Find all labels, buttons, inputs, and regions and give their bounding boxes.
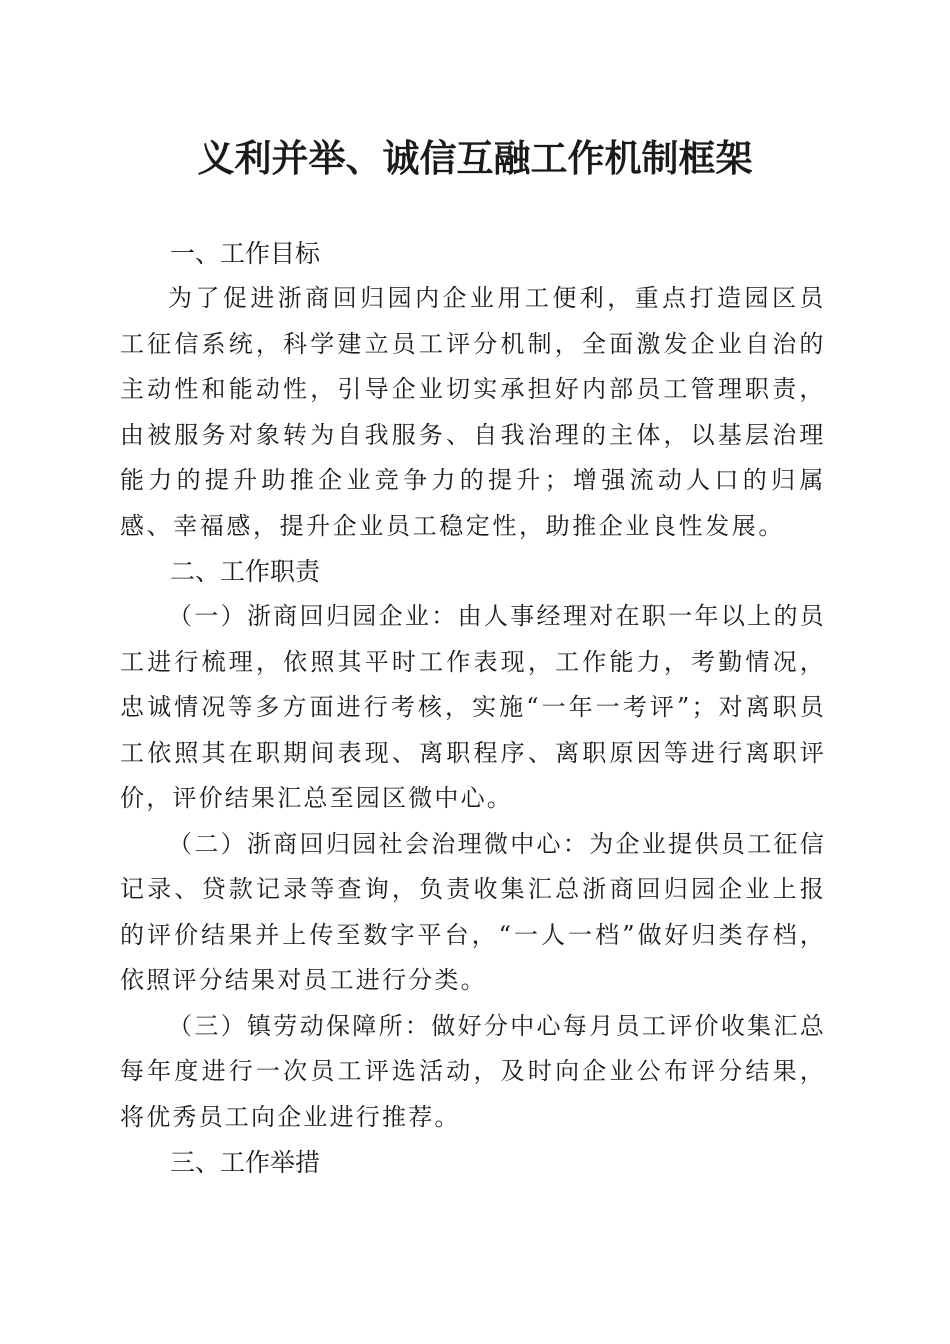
duties-paragraph-labor-office: （三）镇劳动保障所：做好分中心每月员工评价收集汇总每年度进行一次员工评选活动，及时向企业公布评分结果，将优秀员工向企业进行推荐。 — [120, 1011, 826, 1131]
section-heading-goals: 一、工作目标 — [170, 239, 321, 268]
goals-paragraph: 为了促进浙商回归园内企业用工便利，重点打造园区员工征信系统，科学建立员工评分机制，全面激发企业自治的主动性和能动性，引导企业切实承担好内部员工管理职责，由被服务对象转为自我服务、自我治理的主体，以基层治理能力的提升助推企业竞争力的提升；增强流动人口的归属感、幸福感，提升企业员工稳定性，助推企业良性发展。 — [120, 284, 826, 540]
document-body — [120, 231, 826, 1185]
duties-paragraph-enterprise: （一）浙商回归园企业：由人事经理对在职一年以上的员工进行梳理，依照其平时工作表现，工作能力，考勤情况，忠诚情况等多方面进行考核，实施“一年一考评”；对离职员工依照其在职期间表现、离职程序、离职原因等进行离职评价，评价结果汇总至园区微中心。 — [120, 602, 826, 812]
duties-paragraph-micro-center: （二）浙商回归园社会治理微中心：为企业提供员工征信记录、贷款记录等查询，负责收集汇总浙商回归园企业上报的评价结果并上传至数字平台，“一人一档”做好归类存档，依照评分结果对员工进行分类。 — [120, 829, 826, 994]
section-heading-measures: 三、工作举措 — [170, 1148, 321, 1177]
section-heading-duties: 二、工作职责 — [170, 557, 321, 586]
document-title: 义利并举、诚信互融工作机制框架 — [197, 137, 753, 180]
